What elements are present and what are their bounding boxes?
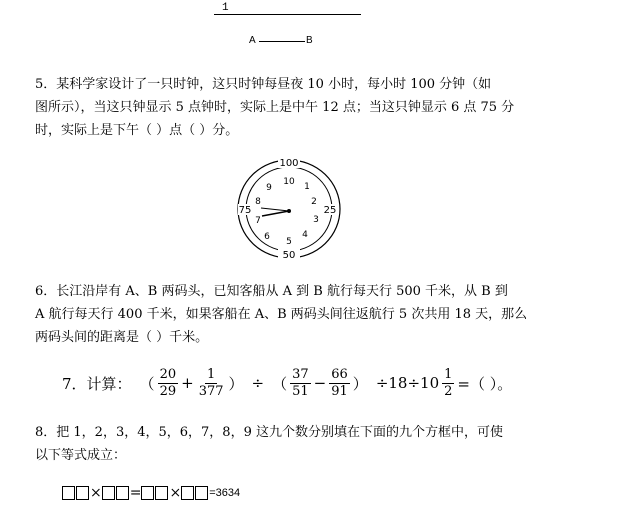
clock-label-75: 75 bbox=[238, 205, 252, 216]
segment-label: 1 bbox=[222, 2, 229, 14]
q5-line-2: 图所示），当这只钟显示 5 点钟时，实际上是中午 12 点；当这只钟显示 6 点 75 分 bbox=[35, 100, 515, 115]
clock-number-9: 9 bbox=[266, 183, 272, 193]
fraction-denominator: 51 bbox=[292, 383, 309, 399]
clock-label-100: 100 bbox=[279, 158, 299, 169]
fraction-1-2 bbox=[442, 367, 454, 400]
clock-number-6: 6 bbox=[264, 232, 270, 242]
equals-sign: = bbox=[129, 485, 142, 501]
answer-box[interactable] bbox=[181, 486, 194, 500]
clock-number-3: 3 bbox=[313, 215, 319, 225]
segment-ab bbox=[259, 41, 305, 42]
q7-label: 7．计算： bbox=[62, 374, 132, 393]
answer-box[interactable] bbox=[76, 486, 89, 500]
clock-number-10: 10 bbox=[283, 177, 295, 187]
answer-box[interactable] bbox=[195, 486, 208, 500]
equation-result: =3634 bbox=[209, 487, 241, 499]
times-sign: × bbox=[169, 485, 182, 501]
fraction-denominator: 377 bbox=[198, 383, 224, 399]
fraction-numerator: 1 bbox=[444, 366, 453, 382]
answer-box[interactable] bbox=[116, 486, 129, 500]
q7-tail-operations: ÷18÷10 bbox=[375, 374, 440, 392]
fraction-20-29 bbox=[158, 367, 179, 400]
fraction-37-51 bbox=[290, 367, 311, 400]
q6-line-3: 两码头间的距离是（ ）千米。 bbox=[35, 330, 209, 345]
q7-expression bbox=[62, 363, 512, 403]
clock-number-8: 8 bbox=[255, 197, 261, 207]
fraction-numerator: 20 bbox=[159, 366, 177, 382]
fraction-1-377 bbox=[197, 367, 226, 400]
q7-equals-answer: =（ ）。 bbox=[457, 374, 513, 393]
q6-line-2: A 航行每天行 400 千米，如果客船在 A、B 两码头间往返航行 5 次共用 18 天，那么 bbox=[35, 307, 528, 322]
q6-line-1: 6．长江沿岸有 A、B 两码头，已知客船从 A 到 B 航行每天行 500 千米，从 B 到 bbox=[35, 284, 508, 299]
fraction-denominator: 91 bbox=[331, 383, 348, 399]
clock-number-2: 2 bbox=[311, 197, 317, 207]
answer-box[interactable] bbox=[102, 486, 115, 500]
clock-hour-hand bbox=[262, 211, 289, 216]
fraction-numerator: 1 bbox=[206, 366, 216, 382]
clock-label-25: 25 bbox=[323, 205, 337, 216]
answer-box[interactable] bbox=[141, 486, 154, 500]
clock-number-5: 5 bbox=[286, 237, 292, 247]
point-a-label: A bbox=[249, 35, 256, 46]
line-segment bbox=[214, 14, 361, 15]
fraction-numerator: 37 bbox=[292, 366, 309, 382]
clock-center bbox=[287, 209, 291, 213]
q7-open-paren-2: （ bbox=[272, 374, 288, 393]
answer-box[interactable] bbox=[155, 486, 168, 500]
fraction-66-91 bbox=[329, 367, 350, 400]
point-b-label: B bbox=[306, 35, 313, 46]
q5-line-3: 时，实际上是下午（ ）点（ ）分。 bbox=[35, 123, 239, 138]
divide-sign: ÷ bbox=[251, 374, 265, 392]
q5-line-1: 5．某科学家设计了一只时钟，这只时钟每昼夜 10 小时，每小时 100 分钟（如 bbox=[35, 77, 492, 92]
q8-line-1: 8．把 1，2，3，4，5，6，7，8，9 这九个数分别填在下面的九个方框中，可使 bbox=[35, 425, 503, 440]
clock-number-4: 4 bbox=[302, 230, 308, 240]
q8-line-2: 以下等式成立： bbox=[35, 448, 127, 463]
q7-close-paren-2: ） bbox=[352, 374, 368, 393]
times-sign: × bbox=[90, 485, 102, 501]
minus-sign: − bbox=[313, 374, 327, 392]
clock-number-7: 7 bbox=[255, 216, 261, 226]
fraction-denominator: 29 bbox=[159, 383, 177, 399]
clock-minute-hand bbox=[261, 208, 289, 211]
clock-label-50: 50 bbox=[282, 250, 296, 261]
fraction-numerator: 66 bbox=[331, 366, 348, 382]
plus-sign: + bbox=[181, 374, 194, 392]
q7-open-paren-1: （ bbox=[139, 374, 155, 393]
box-equation bbox=[62, 485, 240, 501]
fraction-denominator: 2 bbox=[444, 383, 453, 399]
clock-number-1: 1 bbox=[304, 182, 310, 192]
answer-box[interactable] bbox=[62, 486, 75, 500]
clock-figure bbox=[234, 157, 344, 262]
q7-close-paren-1: ） bbox=[228, 374, 244, 393]
